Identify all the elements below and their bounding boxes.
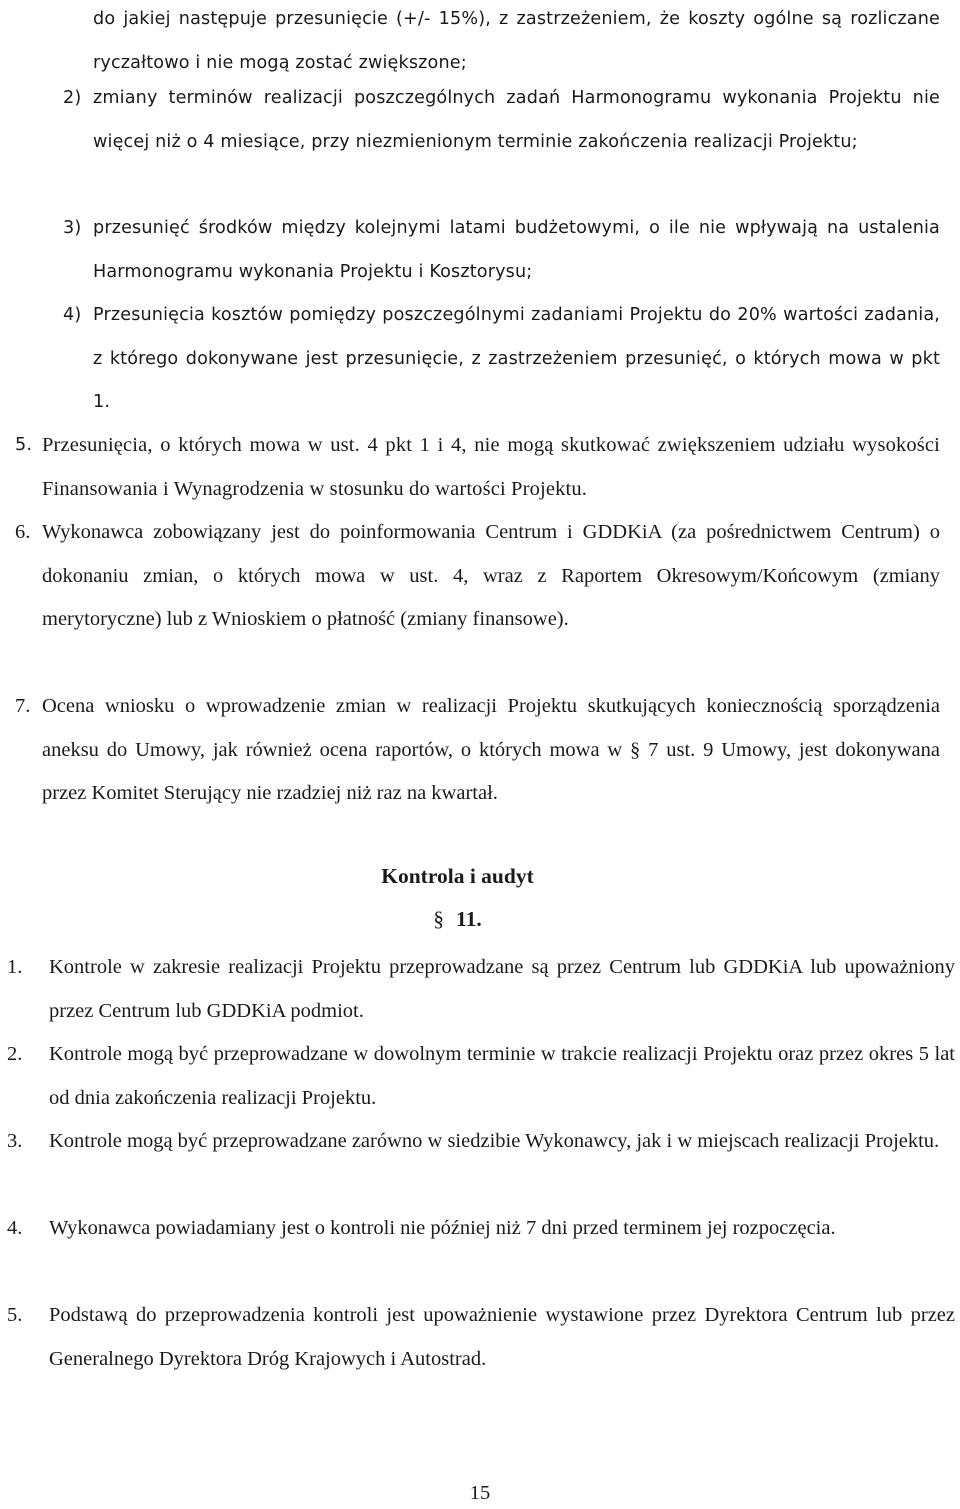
sub-item-text: zmiany terminów realizacji poszczególnych zadań Harmonogramu wykonania Projektu nie więcej niż o 4 miesiące, przy niezmienionym terminie zakończenia realizacji Projektu; xyxy=(93,88,940,152)
section-item-text: Wykonawca powiadamiany jest o kontroli nie później niż 7 dni przed terminem jej rozpoczęcia. xyxy=(49,1217,836,1239)
sub-item-4 xyxy=(63,294,940,425)
section-item-text: Kontrole w zakresie realizacji Projektu przeprowadzane są przez Centrum lub GDDKiA lub upoważniony przez Centrum lub GDDKiA podmiot. xyxy=(49,956,955,1022)
section-item-1 xyxy=(7,946,955,1033)
section-item-number: 5. xyxy=(7,1304,23,1326)
sub-item-text: Przesunięcia kosztów pomiędzy poszczególnymi zadaniami Projektu do 20% wartości zadania, z którego dokonywane jest przesunięcie, z zastrzeżeniem przesunięć, o których mowa w pkt 1. xyxy=(93,305,940,412)
section-item-text: Kontrole mogą być przeprowadzane w dowolnym terminie w trakcie realizacji Projektu oraz przez okres 5 lat od dnia zakończenia realizacji Projektu. xyxy=(49,1043,955,1109)
point-text: Ocena wniosku o wprowadzenie zmian w realizacji Projektu skutkujących koniecznością sporządzenia aneksu do Umowy, jak również ocena raportów, o których mowa w § 7 ust. 9 Umowy, jest dokonywana przez Komitet Sterujący nie rzadziej niż raz na kwartał. xyxy=(42,695,940,804)
section-title: Kontrola i audyt xyxy=(381,864,534,888)
section-sign-icon: § xyxy=(433,907,445,931)
section-item-number: 1. xyxy=(7,956,23,978)
point-number: 6. xyxy=(15,521,31,543)
section-item-text: Kontrole mogą być przeprowadzane zarówno w siedzibie Wykonawcy, jak i w miejscach realizacji Projektu. xyxy=(49,1130,940,1152)
section-item-number: 4. xyxy=(7,1217,23,1239)
sub-item-number: 4) xyxy=(63,305,82,325)
intro-paragraph xyxy=(93,0,940,85)
section-number xyxy=(0,907,915,932)
section-number-label: 11. xyxy=(456,907,482,931)
section-item-2 xyxy=(7,1033,955,1120)
point-6 xyxy=(15,511,940,642)
section-item-4 xyxy=(7,1207,955,1251)
section-item-number: 2. xyxy=(7,1043,23,1065)
page-number: 15 xyxy=(469,1482,491,1504)
sub-item-2 xyxy=(63,77,940,164)
point-7 xyxy=(15,685,940,816)
sub-item-number: 3) xyxy=(63,218,82,238)
sub-item-number: 2) xyxy=(63,88,82,108)
point-number: 5. xyxy=(15,435,33,455)
point-text: Przesunięcia, o których mowa w ust. 4 pkt 1 i 4, nie mogą skutkować zwiększeniem udziału wysokości Finansowania i Wynagrodzenia w stosunku do wartości Projektu. xyxy=(42,434,940,500)
section-item-3 xyxy=(7,1120,955,1164)
sub-item-3 xyxy=(63,207,940,294)
intro-text: do jakiej następuje przesunięcie (+/- 15%), z zastrzeżeniem, że koszty ogólne są rozliczane ryczałtowo i nie mogą zostać zwiększone; xyxy=(93,9,940,73)
section-item-text: Podstawą do przeprowadzenia kontroli jest upoważnienie wystawione przez Dyrektora Centrum lub przez Generalnego Dyrektora Dróg Krajowych i Autostrad. xyxy=(49,1304,955,1370)
section-item-number: 3. xyxy=(7,1130,23,1152)
sub-item-text: przesunięć środków między kolejnymi latami budżetowymi, o ile nie wpływają na ustalenia Harmonogramu wykonania Projektu i Kosztorysu; xyxy=(93,218,940,282)
section-item-5 xyxy=(7,1294,955,1381)
point-text: Wykonawca zobowiązany jest do poinformowania Centrum i GDDKiA (za pośrednictwem Centrum) o dokonaniu zmian, o których mowa w ust. 4, wraz z Raportem Okresowym/Końcowym (zmiany merytoryczne) lub z Wnioskiem o płatność (zmiany finansowe). xyxy=(42,521,940,630)
point-5 xyxy=(15,424,940,511)
point-number: 7. xyxy=(15,695,31,717)
